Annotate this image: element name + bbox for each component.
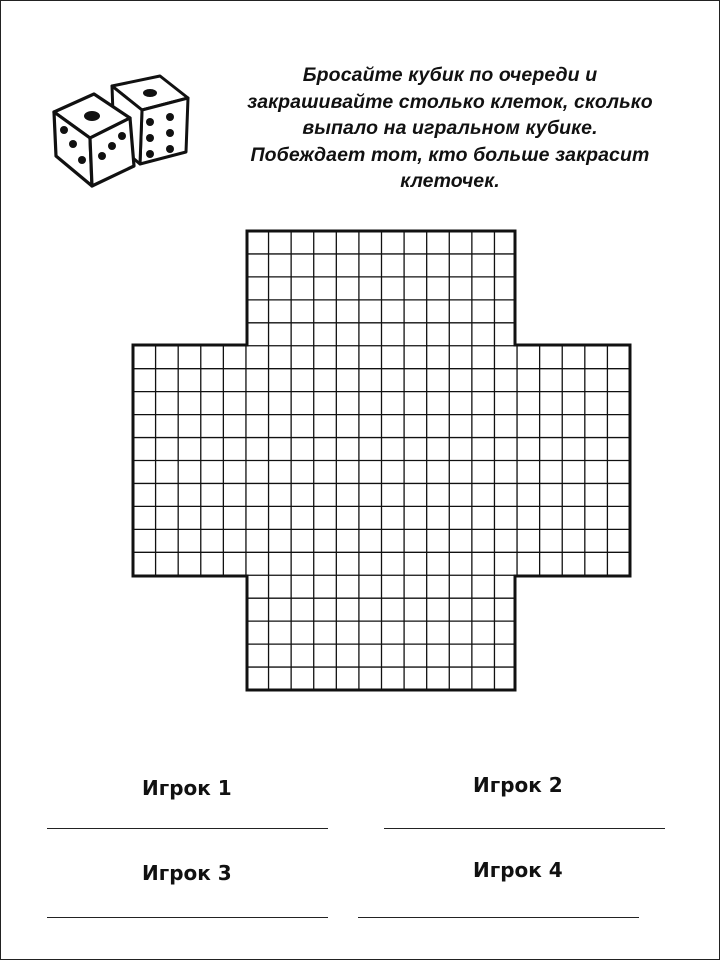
player-4-signature-line[interactable] (358, 917, 639, 918)
player-2-label: Игрок 2 (473, 773, 563, 797)
instruction-line: Побеждает тот, кто больше закрасит (250, 143, 650, 166)
instruction-line: закрашивайте столько клеток, сколько (247, 90, 653, 113)
player-4-label: Игрок 4 (473, 858, 563, 882)
player-3-signature-line[interactable] (47, 917, 328, 918)
player-1-label: Игрок 1 (142, 776, 232, 800)
instruction-line: выпало на игральном кубике. (302, 117, 598, 139)
player-1-signature-line[interactable] (47, 828, 328, 829)
player-3-label: Игрок 3 (142, 861, 232, 885)
instruction-line: Бросайте кубик по очереди и (302, 64, 598, 86)
instruction-line: клеточек. (400, 170, 500, 192)
player-2-signature-line[interactable] (384, 828, 665, 829)
